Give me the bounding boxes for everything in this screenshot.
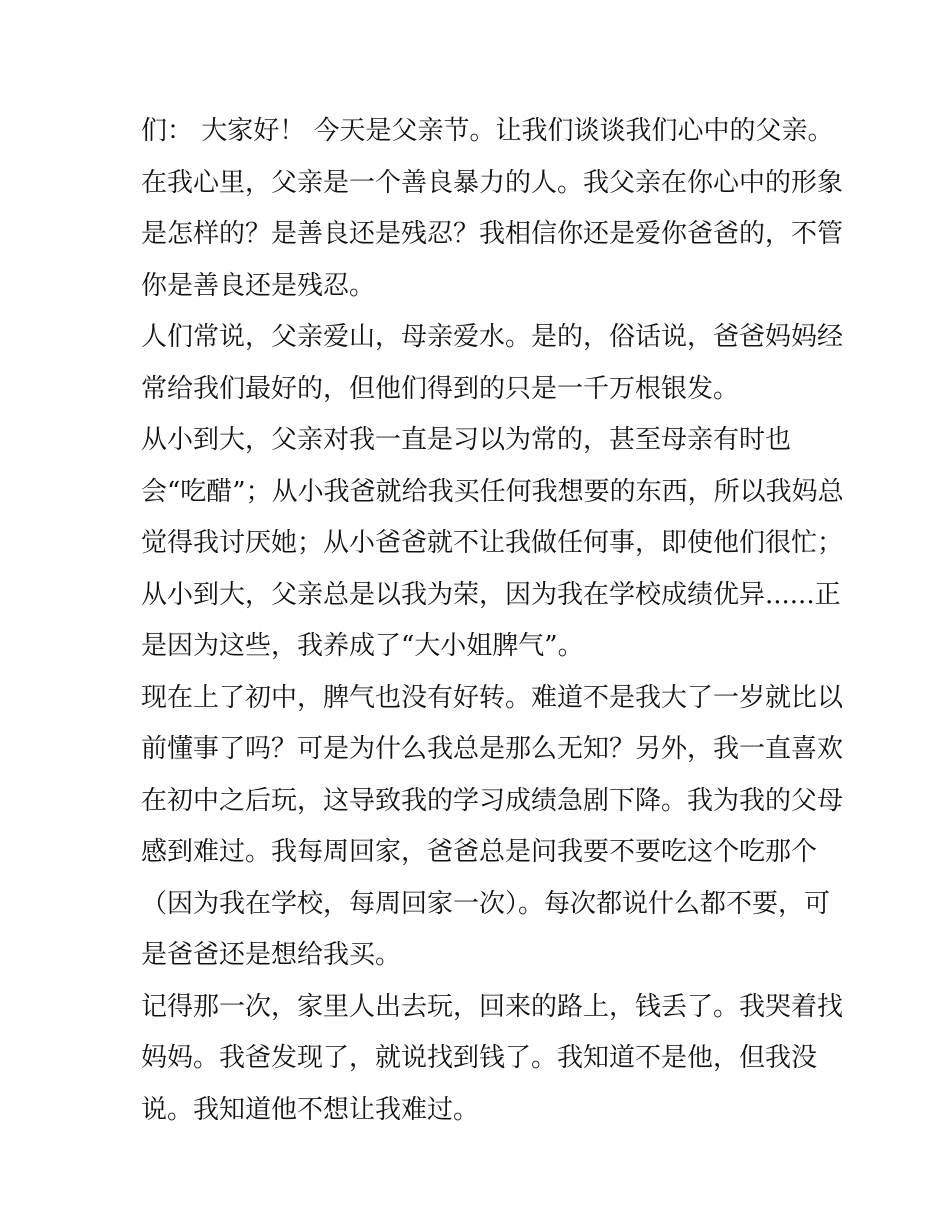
text-line: 说。我知道他不想让我难过。 [141, 1094, 480, 1125]
text-line: 们： 大家好！ 今天是父亲节。让我们谈谈我们心中的父亲。 [141, 116, 834, 146]
text-line: 记得那一次，家里人出去玩，回来的路上，钱丢了。我哭着找 [141, 991, 844, 1022]
text-line: 觉得我讨厌她；从小爸爸就不让我做任何事，即使他们很忙； [141, 528, 844, 558]
text-line: 感到难过。我每周回家，爸爸总是问我要不要吃这个吃那个 [141, 837, 818, 867]
text-line: 是爸爸还是想给我买。 [141, 940, 402, 970]
text-line: 是怎样的？是善良还是残忍？我相信你还是爱你爸爸的，不管 [141, 219, 844, 249]
text-line: 会“吃醋”；从小我爸就给我买任何我想要的东西，所以我妈总 [141, 476, 844, 507]
text-line: 在我心里，父亲是一个善良暴力的人。我父亲在你心中的形象 [141, 167, 844, 198]
text-line: （因为我在学校，每周回家一次）。每次都说什么都不要，可 [141, 888, 831, 919]
text-line: 妈妈。我爸发现了，就说找到钱了。我知道不是他，但我没 [141, 1043, 818, 1073]
text-line: 现在上了初中，脾气也没有好转。难道不是我大了一岁就比以 [141, 682, 844, 713]
text-line: 从小到大，父亲对我一直是习以为常的，甚至母亲有时也 [141, 425, 792, 455]
text-line: 是因为这些，我养成了“大小姐脾气”。 [141, 631, 584, 661]
text-line: 人们常说，父亲爱山，母亲爱水。是的，俗话说，爸爸妈妈经 [141, 322, 844, 352]
body-text [141, 106, 844, 1136]
text-line: 你是善良还是残忍。 [141, 270, 376, 301]
text-line: 前懂事了吗？可是为什么我总是那么无知？另外，我一直喜欢 [141, 734, 844, 764]
text-line: 从小到大，父亲总是以我为荣，因为我在学校成绩优异......正 [141, 579, 841, 610]
text-line: 常给我们最好的，但他们得到的只是一千万根银发。 [141, 373, 740, 404]
text-line: 在初中之后玩，这导致我的学习成绩急剧下降。我为我的父母 [141, 785, 844, 816]
